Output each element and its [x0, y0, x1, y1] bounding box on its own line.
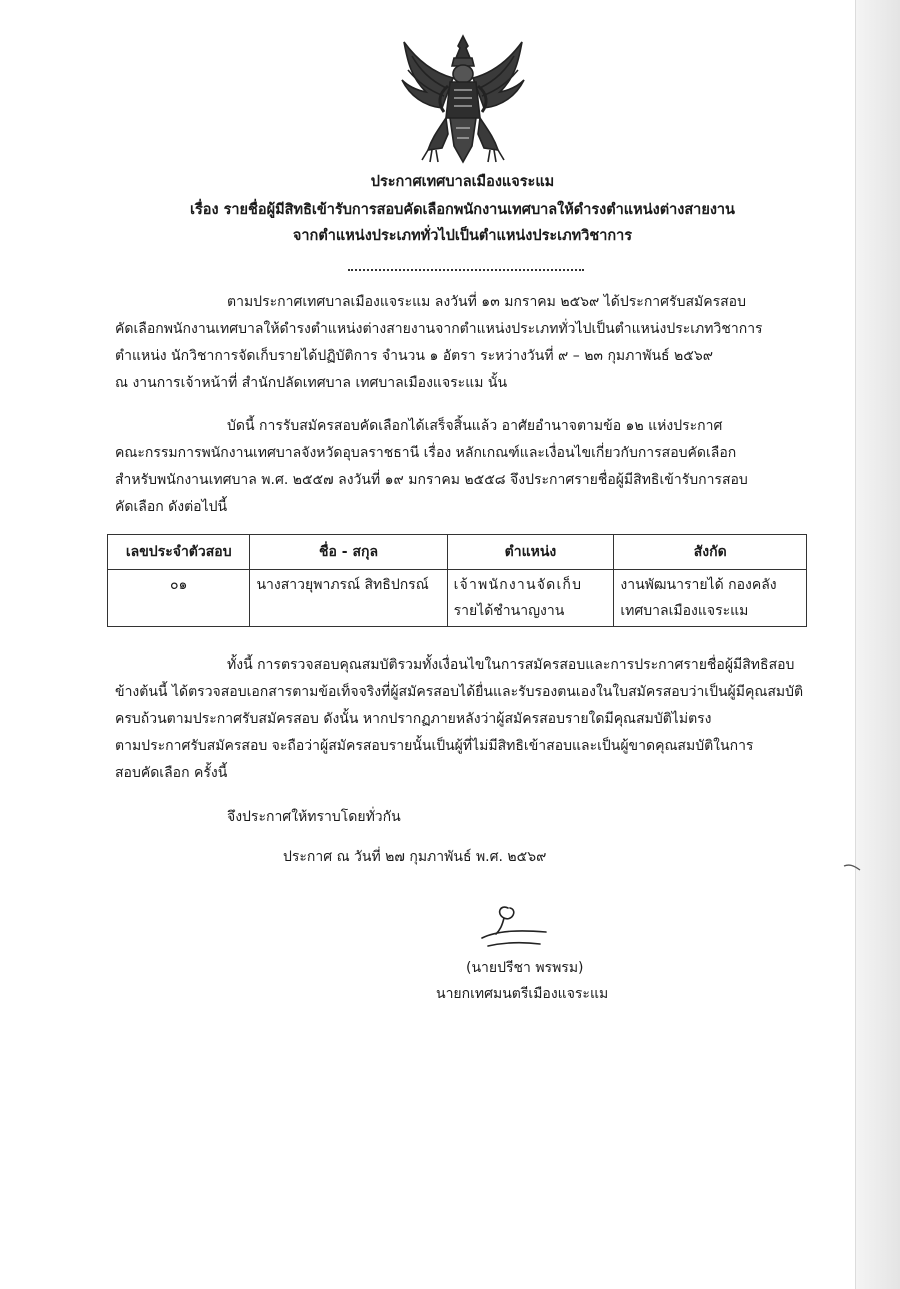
paragraph-line: ณ งานการเจ้าหน้าที่ สำนักปลัดเทศบาล เทศบาลเมืองแจระแม นั้น	[115, 375, 508, 391]
eligible-candidates-table	[107, 534, 807, 627]
affiliation-line: งานพัฒนารายได้ กองคลัง	[620, 577, 777, 593]
paragraph-line: สอบคัดเลือก ครั้งนี้	[115, 765, 228, 781]
announcement-date: ประกาศ ณ วันที่ ๒๗ กุมภาพันธ์ พ.ศ. ๒๕๖๙	[283, 849, 547, 865]
announcement-title: ประกาศเทศบาลเมืองแจระแม	[370, 174, 555, 190]
garuda-emblem-icon	[398, 34, 528, 166]
paragraph-line: คณะกรรมการพนักงานเทศบาลจังหวัดอุบลราชธานี เรื่อง หลักเกณฑ์และเงื่อนไขเกี่ยวกับการสอบคัดเลือก	[115, 445, 737, 461]
announcement-subject-continued: จากตำแหน่งประเภททั่วไปเป็นตำแหน่งประเภทวิชาการ	[292, 228, 633, 244]
header-full-name: ชื่อ - สกุล	[250, 535, 447, 570]
paragraph-authority	[115, 413, 815, 521]
page-edge-shadow	[855, 0, 900, 1289]
table-header-row	[108, 535, 807, 570]
signer-title: นายกเทศมนตรีเมืองแจระแม	[436, 986, 609, 1002]
affiliation-line: เทศบาลเมืองแจระแม	[620, 603, 749, 619]
paragraph-qualification-check	[115, 652, 815, 787]
table-row	[108, 570, 807, 627]
dotted-separator	[348, 269, 584, 271]
paragraph-line: ข้างต้นนี้ ได้ตรวจสอบเอกสารตามข้อเท็จจริงที่ผู้สมัครสอบได้ยื่นและรับรองตนเองในใบสมัครสอบว่าเป็นผู้มีคุณสมบัติ	[115, 684, 804, 700]
scan-mark-icon	[843, 862, 861, 872]
paragraph-line: ครบถ้วนตามประกาศรับสมัครสอบ ดังนั้น หากปรากฏภายหลังว่าผู้สมัครสอบรายใดมีคุณสมบัติไม่ตรง	[115, 711, 712, 727]
paragraph-line: ตามประกาศรับสมัครสอบ จะถือว่าผู้สมัครสอบรายนั้นเป็นผู้ที่ไม่มีสิทธิเข้าสอบและเป็นผู้ขาดคุณสมบัติในการ	[115, 738, 754, 754]
cell-exam-number: ๐๑	[108, 570, 250, 627]
cell-full-name: นางสาวยุพาภรณ์ สิทธิปกรณ์	[250, 570, 447, 627]
header-exam-number: เลขประจำตัวสอบ	[108, 535, 250, 570]
paragraph-line: ทั้งนี้ การตรวจสอบคุณสมบัติรวมทั้งเงื่อนไขในการสมัครสอบและการประกาศรายชื่อผู้มีสิทธิสอบ	[227, 657, 795, 673]
cell-position	[447, 570, 614, 627]
header-position: ตำแหน่ง	[447, 535, 614, 570]
position-line: เจ้าพนักงานจัดเก็บ	[453, 577, 583, 593]
cell-affiliation	[614, 570, 807, 627]
paragraph-line: คัดเลือก ดังต่อไปนี้	[115, 499, 228, 515]
paragraph-line: คัดเลือกพนักงานเทศบาลให้ดำรงตำแหน่งต่างสายงานจากตำแหน่งประเภททั่วไปเป็นตำแหน่งประเภทวิชาการ	[115, 321, 763, 337]
paragraph-application-details	[115, 289, 815, 397]
paragraph-line: ตำแหน่ง นักวิชาการจัดเก็บรายได้ปฏิบัติการ จำนวน ๑ อัตรา ระหว่างวันที่ ๙ – ๒๓ กุมภาพันธ์ ๒๕๖๙	[115, 348, 714, 364]
paragraph-line: ตามประกาศเทศบาลเมืองแจระแม ลงวันที่ ๑๓ มกราคม ๒๕๖๙ ได้ประกาศรับสมัครสอบ	[227, 294, 746, 310]
paragraph-line: สำหรับพนักงานเทศบาล พ.ศ. ๒๕๕๗ ลงวันที่ ๑๙ มกราคม ๒๕๕๘ จึงประกาศรายชื่อผู้มีสิทธิเข้ารับการสอบ	[115, 472, 748, 488]
signer-name: (นายปรีชา พรพรม)	[466, 960, 584, 976]
header-affiliation: สังกัด	[614, 535, 807, 570]
announcement-subject: เรื่อง รายชื่อผู้มีสิทธิเข้ารับการสอบคัดเลือกพนักงานเทศบาลให้ดำรงตำแหน่งต่างสายงาน	[190, 202, 735, 218]
handwritten-signature-icon	[478, 900, 550, 950]
paragraph-line: บัดนี้ การรับสมัครสอบคัดเลือกได้เสร็จสิ้นแล้ว อาศัยอำนาจตามข้อ ๑๒ แห่งประกาศ	[227, 418, 723, 434]
closing-statement: จึงประกาศให้ทราบโดยทั่วกัน	[227, 809, 401, 825]
position-line: รายได้ชำนาญงาน	[453, 603, 565, 619]
